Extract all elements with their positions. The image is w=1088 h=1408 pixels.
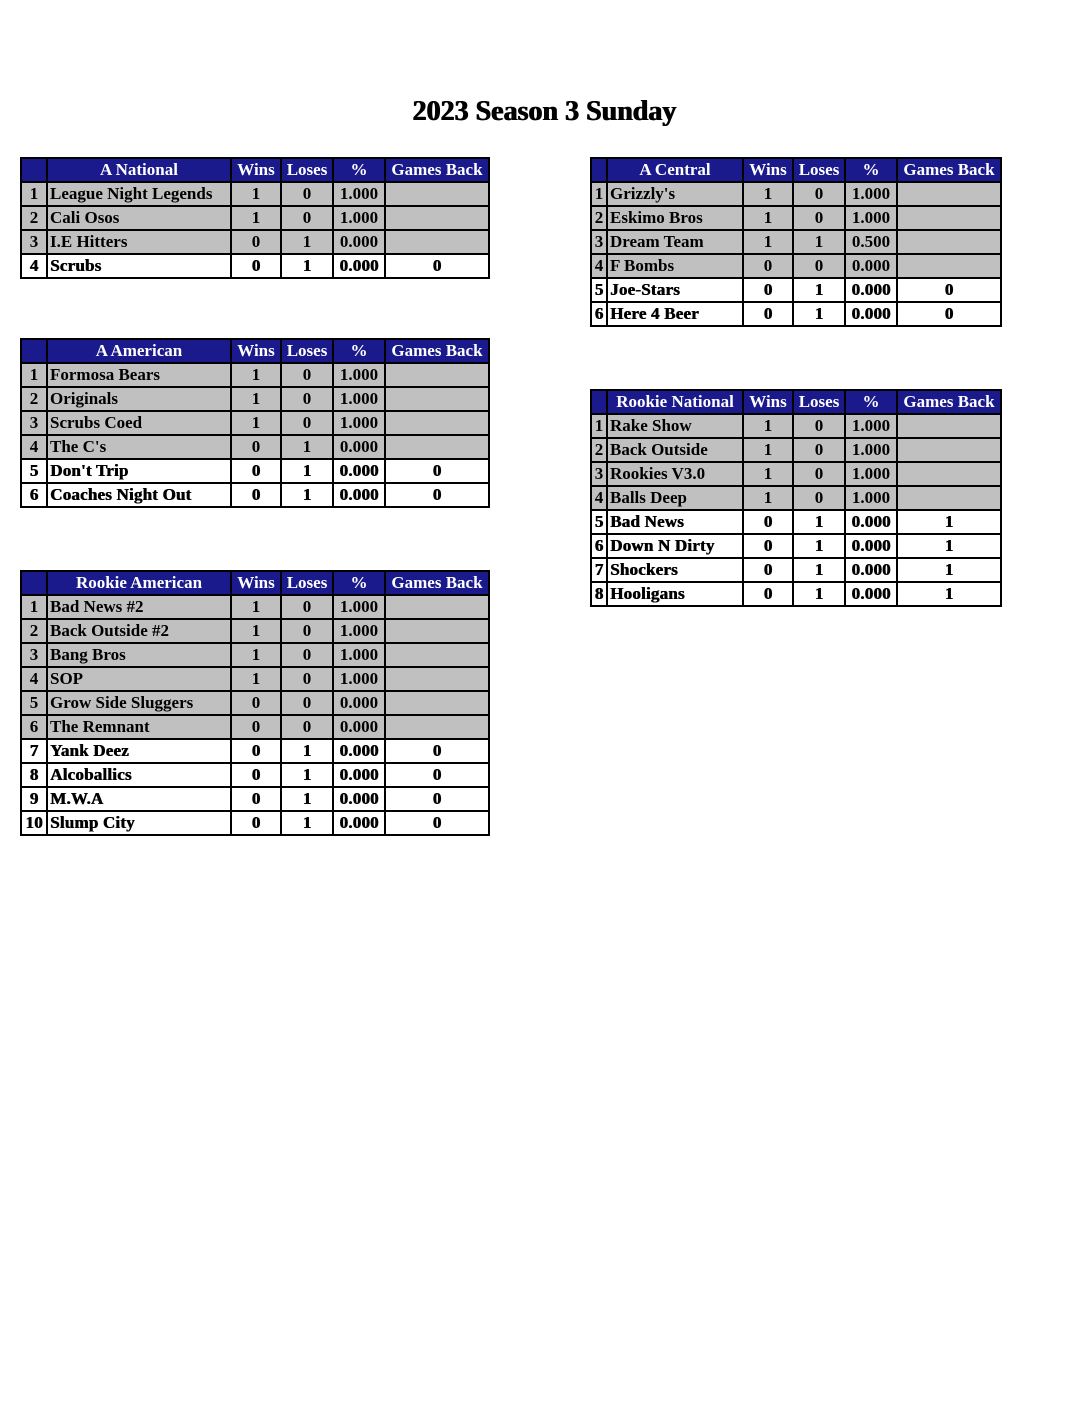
- table-row: [21, 787, 489, 811]
- loses-header: Loses: [793, 158, 845, 182]
- games-back-cell: [385, 411, 489, 435]
- pct-cell: 0.000: [845, 302, 897, 326]
- rank-cell: 7: [591, 558, 607, 582]
- rank-cell: 1: [21, 595, 47, 619]
- pct-cell: 1.000: [845, 438, 897, 462]
- wins-cell: 1: [231, 619, 281, 643]
- loses-cell: 0: [281, 643, 333, 667]
- page-title: 2023 Season 3 Sunday: [412, 96, 676, 127]
- pct-cell: 1.000: [333, 206, 385, 230]
- loses-cell: 0: [281, 715, 333, 739]
- wins-cell: 0: [231, 763, 281, 787]
- games-back-cell: [385, 206, 489, 230]
- team-name-cell: Joe-Stars: [607, 278, 743, 302]
- team-name-cell: Alcoballics: [47, 763, 231, 787]
- wins-cell: 0: [231, 230, 281, 254]
- wins-cell: 0: [743, 558, 793, 582]
- games-back-cell: [385, 230, 489, 254]
- table-row: [591, 438, 1001, 462]
- table-row: [21, 411, 489, 435]
- loses-cell: 1: [281, 230, 333, 254]
- games-back-header: Games Back: [385, 571, 489, 595]
- team-name-cell: Scrubs: [47, 254, 231, 278]
- rank-cell: 8: [591, 582, 607, 606]
- rank-cell: 4: [21, 254, 47, 278]
- wins-cell: 0: [743, 510, 793, 534]
- loses-cell: 1: [281, 483, 333, 507]
- team-name-cell: Grizzly's: [607, 182, 743, 206]
- loses-cell: 0: [281, 691, 333, 715]
- loses-cell: 1: [793, 278, 845, 302]
- rank-cell: 6: [21, 715, 47, 739]
- loses-cell: 0: [793, 414, 845, 438]
- table-header-row: [21, 158, 489, 182]
- wins-cell: 1: [743, 414, 793, 438]
- rank-cell: 2: [21, 619, 47, 643]
- wins-cell: 1: [231, 363, 281, 387]
- table-row: [21, 763, 489, 787]
- games-back-cell: [897, 414, 1001, 438]
- team-name-cell: Formosa Bears: [47, 363, 231, 387]
- team-name-cell: Originals: [47, 387, 231, 411]
- pct-cell: 0.000: [333, 230, 385, 254]
- games-back-cell: [385, 182, 489, 206]
- a-american-standings-table: [20, 338, 490, 508]
- wins-cell: 1: [743, 486, 793, 510]
- wins-cell: 1: [743, 462, 793, 486]
- loses-cell: 1: [793, 558, 845, 582]
- loses-cell: 0: [281, 363, 333, 387]
- wins-cell: 0: [231, 691, 281, 715]
- wins-cell: 0: [231, 459, 281, 483]
- rank-cell: 4: [21, 667, 47, 691]
- rank-cell: 3: [21, 411, 47, 435]
- loses-cell: 1: [281, 254, 333, 278]
- games-back-header: Games Back: [385, 158, 489, 182]
- rank-cell: 1: [21, 363, 47, 387]
- pct-cell: 0.000: [845, 278, 897, 302]
- team-name-cell: Balls Deep: [607, 486, 743, 510]
- rank-cell: 5: [591, 510, 607, 534]
- table-row: [591, 414, 1001, 438]
- division-name: Rookie American: [47, 571, 231, 595]
- loses-cell: 0: [793, 462, 845, 486]
- rank-cell: 1: [591, 414, 607, 438]
- pct-cell: 1.000: [333, 619, 385, 643]
- team-name-cell: Yank Deez: [47, 739, 231, 763]
- table-row: [21, 643, 489, 667]
- games-back-header: Games Back: [897, 390, 1001, 414]
- rank-cell: 1: [591, 182, 607, 206]
- rank-cell: 8: [21, 763, 47, 787]
- games-back-cell: 0: [385, 483, 489, 507]
- pct-cell: 0.000: [333, 691, 385, 715]
- team-name-cell: Here 4 Beer: [607, 302, 743, 326]
- table-row: [21, 595, 489, 619]
- pct-cell: 1.000: [333, 595, 385, 619]
- team-name-cell: SOP: [47, 667, 231, 691]
- table-row: [21, 435, 489, 459]
- team-name-cell: Don't Trip: [47, 459, 231, 483]
- table-row: [21, 619, 489, 643]
- loses-cell: 0: [281, 206, 333, 230]
- pct-header: %: [845, 158, 897, 182]
- team-name-cell: Bad News #2: [47, 595, 231, 619]
- loses-cell: 0: [793, 254, 845, 278]
- wins-cell: 1: [743, 230, 793, 254]
- loses-header: Loses: [281, 571, 333, 595]
- pct-cell: 0.000: [845, 534, 897, 558]
- wins-cell: 1: [743, 182, 793, 206]
- pct-header: %: [845, 390, 897, 414]
- pct-cell: 1.000: [333, 182, 385, 206]
- table-row: [21, 363, 489, 387]
- games-back-cell: [897, 254, 1001, 278]
- wins-cell: 0: [231, 254, 281, 278]
- games-back-cell: 0: [385, 739, 489, 763]
- rank-header: [21, 571, 47, 595]
- games-back-cell: [385, 643, 489, 667]
- team-name-cell: F Bombs: [607, 254, 743, 278]
- games-back-cell: 0: [897, 302, 1001, 326]
- wins-cell: 0: [231, 739, 281, 763]
- team-name-cell: Scrubs Coed: [47, 411, 231, 435]
- team-name-cell: The Remnant: [47, 715, 231, 739]
- rank-cell: 5: [21, 691, 47, 715]
- table-row: [21, 206, 489, 230]
- team-name-cell: Back Outside: [607, 438, 743, 462]
- table-header-row: [21, 571, 489, 595]
- loses-cell: 1: [793, 534, 845, 558]
- table-row: [21, 459, 489, 483]
- games-back-cell: 1: [897, 558, 1001, 582]
- loses-cell: 0: [281, 619, 333, 643]
- team-name-cell: I.E Hitters: [47, 230, 231, 254]
- wins-cell: 0: [743, 278, 793, 302]
- games-back-cell: 0: [385, 459, 489, 483]
- games-back-cell: [385, 363, 489, 387]
- team-name-cell: Down N Dirty: [607, 534, 743, 558]
- rank-cell: 5: [591, 278, 607, 302]
- team-name-cell: Shockers: [607, 558, 743, 582]
- team-name-cell: Rake Show: [607, 414, 743, 438]
- rank-cell: 6: [591, 534, 607, 558]
- table-header-row: [21, 339, 489, 363]
- rookie-american-standings-table: [20, 570, 490, 836]
- loses-cell: 1: [281, 763, 333, 787]
- pct-cell: 1.000: [333, 363, 385, 387]
- wins-cell: 0: [743, 254, 793, 278]
- wins-cell: 0: [743, 302, 793, 326]
- team-name-cell: Slump City: [47, 811, 231, 835]
- table-row: [21, 811, 489, 835]
- pct-cell: 0.000: [845, 254, 897, 278]
- team-name-cell: The C's: [47, 435, 231, 459]
- loses-cell: 1: [793, 510, 845, 534]
- table-row: [591, 510, 1001, 534]
- rank-cell: 1: [21, 182, 47, 206]
- pct-cell: 1.000: [845, 182, 897, 206]
- table-row: [591, 486, 1001, 510]
- table-row: [21, 739, 489, 763]
- games-back-cell: [385, 691, 489, 715]
- team-name-cell: Coaches Night Out: [47, 483, 231, 507]
- games-back-header: Games Back: [897, 158, 1001, 182]
- rank-cell: 4: [591, 254, 607, 278]
- games-back-cell: [385, 715, 489, 739]
- pct-header: %: [333, 339, 385, 363]
- rank-cell: 2: [21, 206, 47, 230]
- games-back-cell: [385, 435, 489, 459]
- table-row: [21, 387, 489, 411]
- table-row: [591, 230, 1001, 254]
- wins-cell: 1: [231, 667, 281, 691]
- pct-cell: 0.500: [845, 230, 897, 254]
- games-back-cell: 1: [897, 534, 1001, 558]
- pct-cell: 1.000: [845, 206, 897, 230]
- rank-cell: 10: [21, 811, 47, 835]
- table-row: [21, 230, 489, 254]
- team-name-cell: League Night Legends: [47, 182, 231, 206]
- team-name-cell: M.W.A: [47, 787, 231, 811]
- rank-header: [21, 158, 47, 182]
- rookie-national-standings-table: [590, 389, 1002, 607]
- wins-cell: 0: [231, 811, 281, 835]
- games-back-cell: [385, 619, 489, 643]
- wins-cell: 1: [231, 206, 281, 230]
- table-row: [591, 534, 1001, 558]
- pct-cell: 1.000: [845, 462, 897, 486]
- pct-cell: 0.000: [333, 254, 385, 278]
- wins-cell: 0: [743, 582, 793, 606]
- loses-cell: 1: [281, 435, 333, 459]
- table-row: [591, 254, 1001, 278]
- table-header-row: [591, 158, 1001, 182]
- wins-cell: 0: [231, 435, 281, 459]
- loses-cell: 1: [281, 811, 333, 835]
- wins-cell: 0: [231, 787, 281, 811]
- games-back-cell: [897, 206, 1001, 230]
- games-back-cell: 0: [385, 254, 489, 278]
- team-name-cell: Eskimo Bros: [607, 206, 743, 230]
- table-row: [21, 254, 489, 278]
- pct-cell: 1.000: [333, 411, 385, 435]
- loses-cell: 0: [793, 438, 845, 462]
- rank-cell: 9: [21, 787, 47, 811]
- table-row: [21, 182, 489, 206]
- games-back-cell: 1: [897, 510, 1001, 534]
- division-name: Rookie National: [607, 390, 743, 414]
- team-name-cell: Dream Team: [607, 230, 743, 254]
- rank-cell: 6: [21, 483, 47, 507]
- games-back-cell: 0: [385, 763, 489, 787]
- loses-cell: 0: [281, 595, 333, 619]
- games-back-cell: 0: [385, 811, 489, 835]
- team-name-cell: Cali Osos: [47, 206, 231, 230]
- loses-cell: 1: [281, 459, 333, 483]
- team-name-cell: Back Outside #2: [47, 619, 231, 643]
- rank-cell: 7: [21, 739, 47, 763]
- rank-cell: 3: [591, 462, 607, 486]
- table-row: [21, 483, 489, 507]
- wins-header: Wins: [743, 158, 793, 182]
- pct-cell: 0.000: [845, 582, 897, 606]
- wins-cell: 1: [231, 643, 281, 667]
- table-row: [591, 182, 1001, 206]
- loses-cell: 0: [793, 182, 845, 206]
- pct-header: %: [333, 158, 385, 182]
- games-back-cell: [897, 462, 1001, 486]
- rank-cell: 2: [21, 387, 47, 411]
- rank-header: [591, 158, 607, 182]
- rank-cell: 3: [21, 230, 47, 254]
- division-name: A Central: [607, 158, 743, 182]
- table-row: [591, 582, 1001, 606]
- loses-cell: 1: [793, 230, 845, 254]
- loses-cell: 0: [281, 387, 333, 411]
- loses-cell: 0: [793, 486, 845, 510]
- wins-cell: 0: [231, 483, 281, 507]
- wins-cell: 1: [231, 411, 281, 435]
- table-row: [591, 462, 1001, 486]
- games-back-cell: [897, 486, 1001, 510]
- wins-cell: 1: [231, 387, 281, 411]
- pct-cell: 1.000: [333, 387, 385, 411]
- games-back-cell: [385, 595, 489, 619]
- rank-cell: 5: [21, 459, 47, 483]
- games-back-cell: [385, 667, 489, 691]
- pct-cell: 1.000: [845, 414, 897, 438]
- wins-header: Wins: [231, 158, 281, 182]
- team-name-cell: Bad News: [607, 510, 743, 534]
- wins-header: Wins: [743, 390, 793, 414]
- rank-cell: 2: [591, 438, 607, 462]
- rank-cell: 3: [21, 643, 47, 667]
- wins-header: Wins: [231, 571, 281, 595]
- loses-cell: 1: [793, 302, 845, 326]
- rank-cell: 3: [591, 230, 607, 254]
- pct-cell: 0.000: [333, 459, 385, 483]
- pct-cell: 0.000: [333, 763, 385, 787]
- loses-cell: 0: [281, 667, 333, 691]
- division-name: A American: [47, 339, 231, 363]
- games-back-cell: [897, 230, 1001, 254]
- games-back-cell: 0: [385, 787, 489, 811]
- rank-cell: 4: [21, 435, 47, 459]
- pct-cell: 0.000: [333, 435, 385, 459]
- a-national-standings-table: [20, 157, 490, 279]
- pct-header: %: [333, 571, 385, 595]
- loses-cell: 0: [281, 411, 333, 435]
- loses-cell: 0: [793, 206, 845, 230]
- table-row: [591, 206, 1001, 230]
- pct-cell: 0.000: [333, 811, 385, 835]
- table-row: [591, 302, 1001, 326]
- pct-cell: 1.000: [845, 486, 897, 510]
- wins-cell: 1: [231, 182, 281, 206]
- pct-cell: 0.000: [845, 510, 897, 534]
- loses-header: Loses: [281, 339, 333, 363]
- table-header-row: [591, 390, 1001, 414]
- games-back-header: Games Back: [385, 339, 489, 363]
- rank-header: [21, 339, 47, 363]
- table-row: [21, 715, 489, 739]
- loses-cell: 1: [793, 582, 845, 606]
- games-back-cell: [897, 182, 1001, 206]
- loses-header: Loses: [793, 390, 845, 414]
- pct-cell: 1.000: [333, 667, 385, 691]
- wins-cell: 1: [743, 206, 793, 230]
- rank-cell: 2: [591, 206, 607, 230]
- games-back-cell: 0: [897, 278, 1001, 302]
- wins-header: Wins: [231, 339, 281, 363]
- table-row: [591, 278, 1001, 302]
- loses-cell: 1: [281, 787, 333, 811]
- pct-cell: 1.000: [333, 643, 385, 667]
- wins-cell: 1: [743, 438, 793, 462]
- rank-cell: 4: [591, 486, 607, 510]
- team-name-cell: Hooligans: [607, 582, 743, 606]
- pct-cell: 0.000: [845, 558, 897, 582]
- wins-cell: 0: [743, 534, 793, 558]
- rank-header: [591, 390, 607, 414]
- games-back-cell: [385, 387, 489, 411]
- team-name-cell: Rookies V3.0: [607, 462, 743, 486]
- pct-cell: 0.000: [333, 739, 385, 763]
- table-row: [591, 558, 1001, 582]
- wins-cell: 1: [231, 595, 281, 619]
- division-name: A National: [47, 158, 231, 182]
- team-name-cell: Grow Side Sluggers: [47, 691, 231, 715]
- rank-cell: 6: [591, 302, 607, 326]
- pct-cell: 0.000: [333, 787, 385, 811]
- wins-cell: 0: [231, 715, 281, 739]
- a-central-standings-table: [590, 157, 1002, 327]
- pct-cell: 0.000: [333, 483, 385, 507]
- games-back-cell: 1: [897, 582, 1001, 606]
- table-row: [21, 667, 489, 691]
- loses-cell: 1: [281, 739, 333, 763]
- table-row: [21, 691, 489, 715]
- pct-cell: 0.000: [333, 715, 385, 739]
- loses-header: Loses: [281, 158, 333, 182]
- games-back-cell: [897, 438, 1001, 462]
- loses-cell: 0: [281, 182, 333, 206]
- team-name-cell: Bang Bros: [47, 643, 231, 667]
